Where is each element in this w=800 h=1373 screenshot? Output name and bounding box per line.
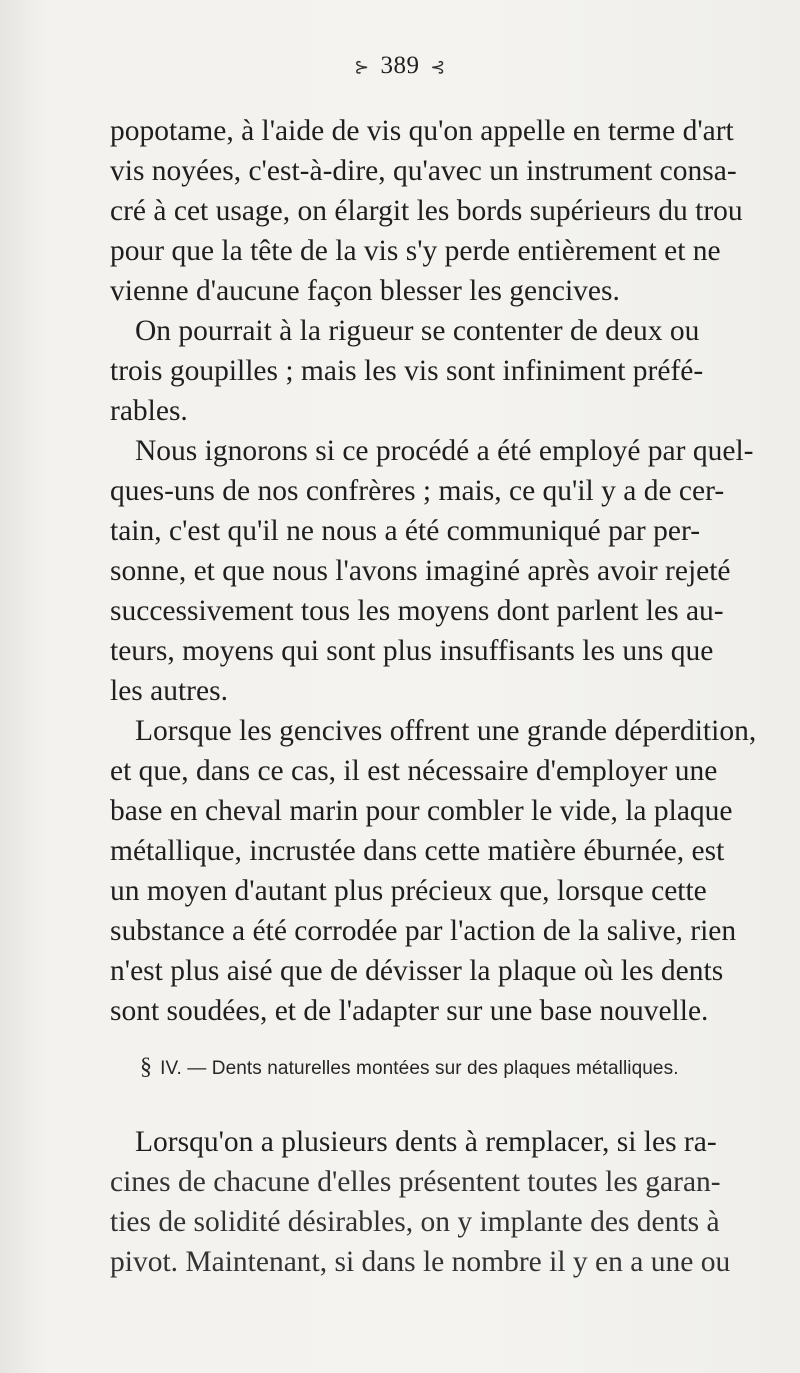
text-line: vis noyées, c'est-à-dire, qu'avec un instrument consa- (110, 155, 737, 187)
page-number: 389 (380, 52, 420, 79)
text-line: teurs, moyens qui sont plus insuffisants les uns que (110, 635, 714, 667)
text-line: sonne, et que nous l'avons imaginé après avoir rejeté (110, 555, 731, 587)
text-line: tain, c'est qu'il ne nous a été communiqué par per- (110, 515, 701, 547)
left-ornament-icon: ⊱ (354, 56, 370, 77)
text-line: les autres. (110, 675, 228, 707)
text-line: pour que la tête de la vis s'y perde entièrement et ne (110, 235, 721, 267)
text-line: base en cheval marin pour combler le vide, la plaque (110, 795, 733, 827)
text-line: successivement tous les moyens dont parlent les au- (110, 595, 724, 627)
section-symbol: § (140, 1054, 153, 1080)
text-line: trois goupilles ; mais les vis sont infiniment préfé- (110, 355, 704, 387)
text-line: un moyen d'autant plus précieux que, lorsque cette (110, 875, 707, 907)
text-line: substance a été corrodée par l'action de la salive, rien (110, 915, 737, 947)
right-ornament-icon: ⊰ (430, 56, 446, 77)
section-title: IV. — Dents naturelles montées sur des plaques métalliques. (160, 1058, 679, 1079)
text-line: et que, dans ce cas, il est nécessaire d'employer une (110, 755, 718, 787)
text-line: ties de solidité désirables, on y implante des dents à (110, 1206, 720, 1238)
text-line: Nous ignorons si ce procédé a été employé par quel- (135, 435, 754, 467)
text-line: popotame, à l'aide de vis qu'on appelle en terme d'art (110, 115, 734, 147)
text-line: cré à cet usage, on élargit les bords supérieurs du trou (110, 195, 743, 227)
text-line: pivot. Maintenant, si dans le nombre il y en a une ou (110, 1246, 731, 1278)
text-line: vienne d'aucune façon blesser les gencives. (110, 275, 620, 307)
text-line: sont soudées, et de l'adapter sur une base nouvelle. (110, 995, 709, 1027)
text-line: ques-uns de nos confrères ; mais, ce qu'il y a de cer- (110, 475, 725, 507)
section-heading (140, 1054, 695, 1082)
text-line: cines de chacune d'elles présentent toutes les garan- (110, 1166, 721, 1198)
text-line: métallique, incrustée dans cette matière éburnée, est (110, 835, 725, 867)
text-line: rables. (110, 395, 188, 427)
page-header (0, 52, 800, 80)
text-line: Lorsqu'on a plusieurs dents à remplacer, si les ra- (135, 1126, 717, 1158)
text-line: On pourrait à la rigueur se contenter de deux ou (135, 315, 700, 347)
text-line: Lorsque les gencives offrent une grande déperdition, (135, 715, 757, 747)
text-line: n'est plus aisé que de dévisser la plaque où les dents (110, 955, 724, 987)
